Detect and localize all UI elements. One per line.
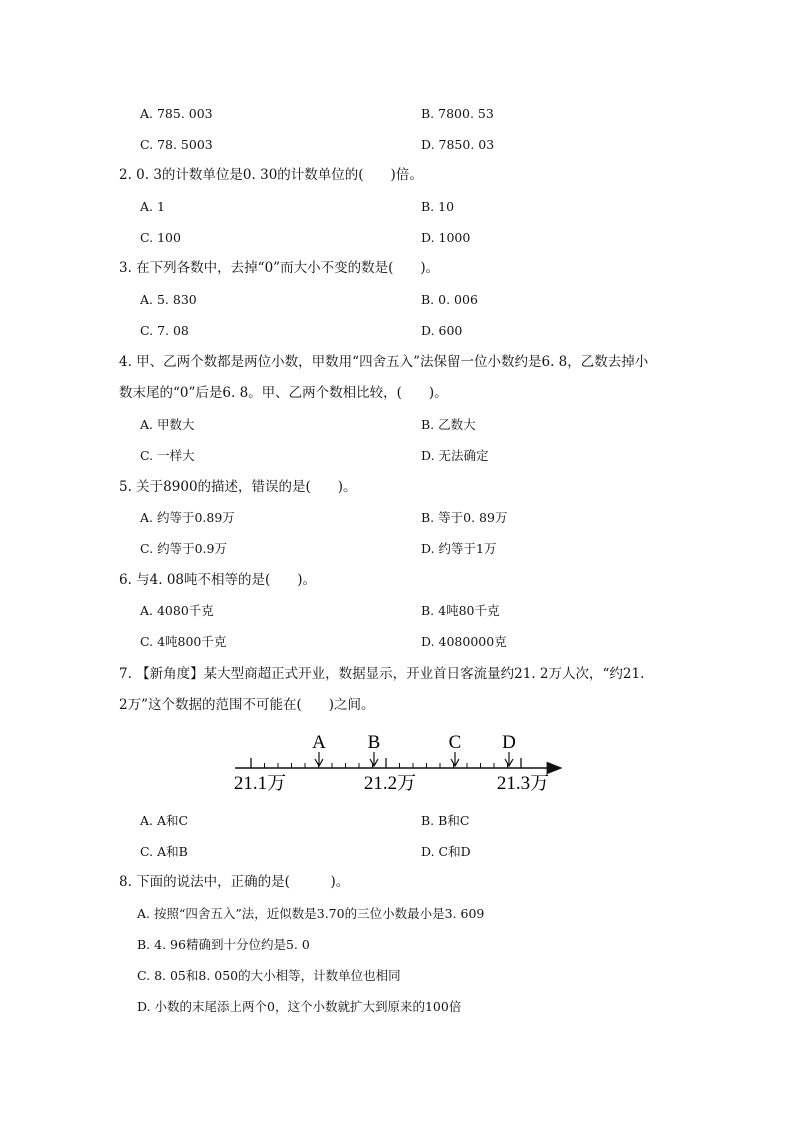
point-a-label: A [312, 732, 326, 753]
q6-option-a[interactable]: A. 4080千克 [140, 603, 214, 618]
q5-option-d[interactable]: D. 约等于1万 [421, 541, 497, 556]
q4-stem-line2: 数末尾的“0”后是6. 8。甲、乙两个数相比较，( )。 [119, 385, 448, 401]
q1-option-d[interactable]: D. 7850. 03 [421, 137, 495, 152]
point-c-marker [451, 752, 459, 766]
q2-option-c[interactable]: C. 100 [140, 230, 181, 245]
q2-stem: 2. 0. 3的计数单位是0. 30的计数单位的( )倍。 [119, 167, 423, 183]
q6-option-b[interactable]: B. 4吨80千克 [421, 603, 500, 618]
point-d-label: D [502, 732, 516, 753]
q7-stem-line1: 7. 【新角度】某大型商超正式开业，数据显示，开业首日客流量约21. 2万人次，“约21. [119, 666, 645, 682]
point-a-marker [315, 752, 323, 766]
q1-option-b[interactable]: B. 7800. 53 [421, 106, 494, 121]
q6-option-c[interactable]: C. 4吨800千克 [140, 634, 227, 649]
point-c-label: C [448, 732, 462, 753]
tick-label-21-3: 21.3万 [496, 773, 550, 794]
q5-option-b[interactable]: B. 等于0. 89万 [421, 510, 508, 525]
q5-option-a[interactable]: A. 约等于0.89万 [140, 510, 235, 525]
q4-option-a[interactable]: A. 甲数大 [140, 417, 195, 432]
q4-stem-line1: 4. 甲、乙两个数都是两位小数，甲数用“四舍五入”法保留一位小数约是6. 8，乙数去掉小 [119, 354, 649, 370]
q7-stem-line2: 2万”这个数据的范围不可能在( )之间。 [119, 697, 375, 713]
q2-option-a[interactable]: A. 1 [140, 199, 165, 214]
q7-option-b[interactable]: B. B和C [421, 813, 470, 828]
q7-option-c[interactable]: C. A和B [140, 844, 188, 859]
q6-option-d[interactable]: D. 4080000克 [421, 634, 507, 649]
q1-option-a[interactable]: A. 785. 003 [140, 106, 213, 121]
q3-option-d[interactable]: D. 600 [421, 323, 463, 338]
number-line-ticks [251, 758, 521, 768]
q2-option-d[interactable]: D. 1000 [421, 230, 471, 245]
q7-option-d[interactable]: D. C和D [421, 844, 471, 859]
number-line-figure [225, 728, 575, 798]
point-b-label: B [367, 732, 381, 753]
q8-option-c[interactable]: C. 8. 05和8. 050的大小相等，计数单位也相同 [137, 968, 401, 983]
q4-option-c[interactable]: C. 一样大 [140, 448, 195, 463]
q4-option-d[interactable]: D. 无法确定 [421, 448, 489, 463]
tick-label-21-1: 21.1万 [233, 773, 287, 794]
tick-label-21-2: 21.2万 [363, 773, 417, 794]
q3-option-c[interactable]: C. 7. 08 [140, 323, 189, 338]
q5-option-c[interactable]: C. 约等于0.9万 [140, 541, 227, 556]
q3-option-b[interactable]: B. 0. 006 [421, 292, 478, 307]
point-d-marker [505, 752, 513, 766]
q6-stem: 6. 与4. 08吨不相等的是( )。 [119, 572, 317, 588]
q8-option-a[interactable]: A. 按照“四舍五入”法，近似数是3.70的三位小数最小是3. 609 [137, 906, 485, 921]
q4-option-b[interactable]: B. 乙数大 [421, 417, 476, 432]
q8-option-b[interactable]: B. 4. 96精确到十分位约是5. 0 [137, 937, 310, 952]
q5-stem: 5. 关于8900的描述，错误的是( )。 [119, 479, 357, 495]
point-b-marker [370, 752, 378, 766]
q3-stem: 3. 在下列各数中，去掉“0”而大小不变的数是( )。 [119, 260, 440, 276]
q8-option-d[interactable]: D. 小数的末尾添上两个0，这个小数就扩大到原来的100倍 [137, 999, 462, 1014]
q8-stem: 8. 下面的说法中，正确的是( )。 [119, 874, 350, 890]
q1-option-c[interactable]: C. 78. 5003 [140, 137, 213, 152]
q3-option-a[interactable]: A. 5. 830 [140, 292, 197, 307]
q2-option-b[interactable]: B. 10 [421, 199, 455, 214]
q7-option-a[interactable]: A. A和C [140, 813, 189, 828]
